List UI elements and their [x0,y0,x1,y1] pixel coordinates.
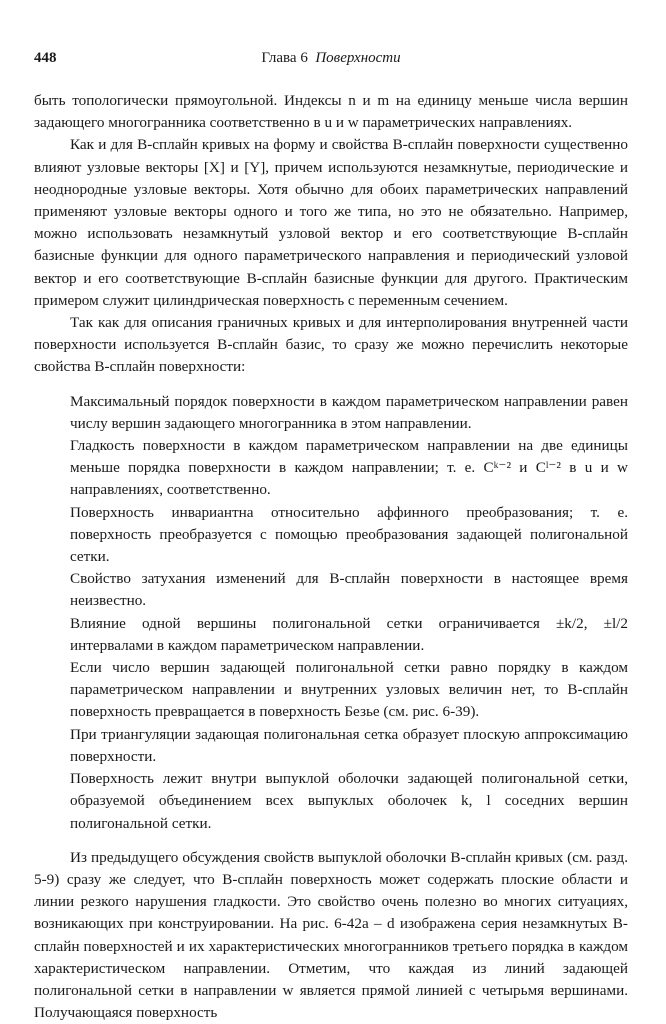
page-header [34,50,628,72]
chapter-title: Поверхности [315,50,401,66]
running-head [34,50,628,67]
property-item: Влияние одной вершины полигональной сетки ограничивается ±k/2, ±l/2 интервалами в каждом параметрическом направлении. [70,614,628,654]
property-item: Свойство затухания изменений для B-сплайн поверхности в настоящее время неизвестно. [70,570,628,610]
page-number: 448 [34,50,57,66]
property-item: Гладкость поверхности в каждом параметрическом направлении на две единицы меньше порядка поверхности в каждом направлении; т. е. Cᵏ⁻² и Cˡ⁻² в u и w направлениях, соответственно. [70,437,628,499]
chapter-label: Глава 6 [261,50,308,66]
paragraph-3: Так как для описания граничных кривых и для интерполирования внутренней части поверхности используется B-сплайн базис, то сразу же можно перечислить некоторые свойства B-сплайн поверхности: [34,314,628,376]
property-item: Если число вершин задающей полигональной сетки равно порядку в каждом параметрическом направлении и внутренних узловых величин нет, то B-сплайн поверхность превращается в поверхность Безье (см. рис. 6-39). [70,659,628,721]
page-body [34,90,628,1024]
property-item: Максимальный порядок поверхности в каждом параметрическом направлении равен числу вершин задающего многогранника в этом направлении. [70,392,628,432]
paragraph-2: Как и для B-сплайн кривых на форму и свойства B-сплайн поверхности существенно влияют узловые векторы [X] и [Y], причем используются незамкнутые, периодические и неоднородные узловые векторы. Хотя обычно для обоих параметрических направлений применяют узловые векторы одного и того же типа, но это не обязательно. Например, можно использовать незамкнутый узловой вектор и его соответствующие B-сплайн базисные функции для одного параметрического направления и периодический узловой вектор и его соответствующие B-сплайн базисные функции для другого. Практическим примером служит цилиндрическая поверхность с переменным сечением. [34,136,628,309]
property-item: При триангуляции задающая полигональная сетка образует плоскую аппроксимацию поверхности. [70,725,628,765]
property-item: Поверхность инвариантна относительно аффинного преобразования; т. е. поверхность преобразуется с помощью преобразования задающей полигональной сетки. [70,503,628,566]
property-item: Поверхность лежит внутри выпуклой оболочки задающей полигональной сетки, образуемой объединением всех выпуклых оболочек k, l соседних вершин полигональной сетки. [70,770,628,832]
paragraph-1: быть топологически прямоугольной. Индексы n и m на единицу меньше числа вершин задающего многогранника соответственно в u и w параметрических направлениях. [34,92,628,132]
properties-list [70,391,628,835]
closing-paragraph: Из предыдущего обсуждения свойств выпуклой оболочки B-сплайн кривых (см. разд. 5-9) сразу же следует, что B-сплайн поверхность может содержать плоские области и линии резкого нарушения гладкости. Это свойство очень полезно во многих ситуациях, возникающих при конструировании. На рис. 6-42a – d изображена серия незамкнутых B-сплайн поверхностей и их характеристических многогранников третьего порядка в каждом характеристическом направлении. Отметим, что каждая из линий задающей полигональной сетки в направлении w является прямой линией с четырьмя вершинами. Получающаяся поверхность [34,848,628,1022]
